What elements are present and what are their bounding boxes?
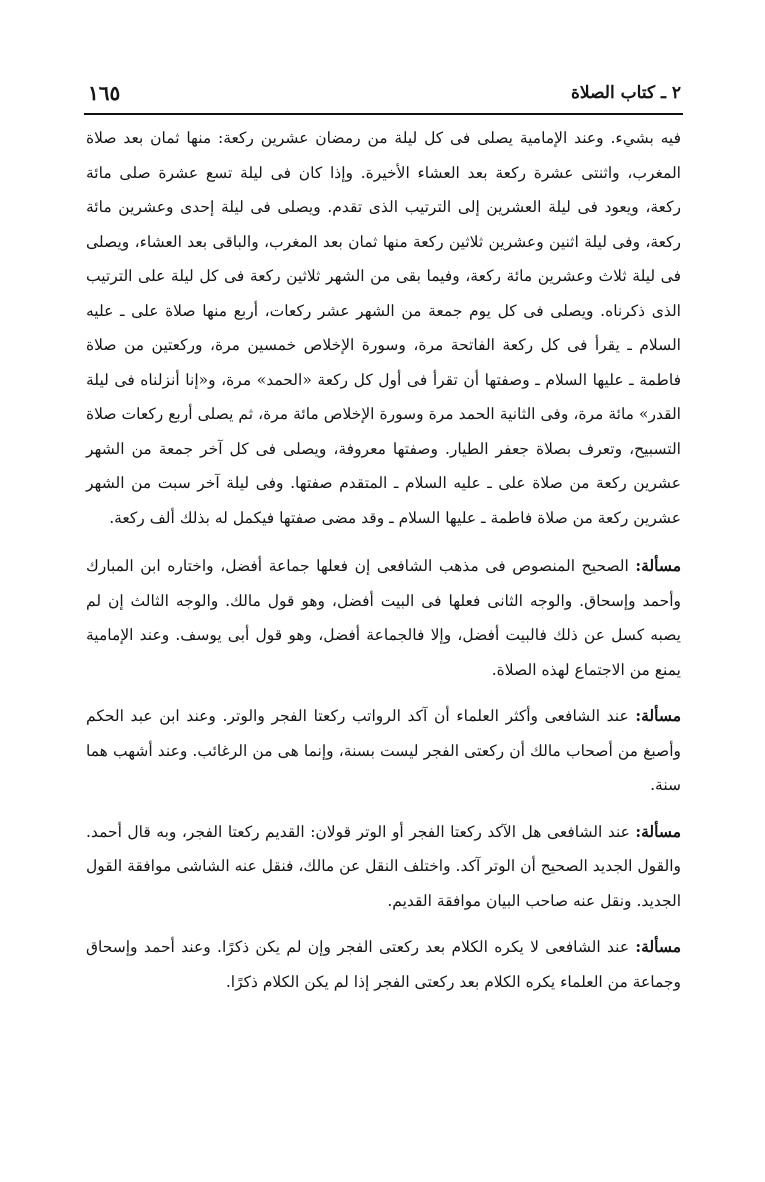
masala-term: مسألة: [635, 706, 681, 725]
paragraph-text: الصحيح المنصوص فى مذهب الشافعى إن فعلها جماعة أفضل، واختاره ابن المبارك وأحمد وإسحاق. والوجه الثانى فعلها فى البيت أفضل، وهو قول مالك. والوجه الثالث إن لم يصبه كسل عن ذلك فالبيت أفضل، وإلا فالجماعة أفضل، وهو قول أبى يوسف. وعند الإمامية يمنع من الاجتماع لهذه الصلاة. [86, 557, 681, 679]
paragraph-text: عند الشافعى هل الآكد ركعتا الفجر أو الوتر قولان: القديم ركعتا الفجر، وبه قال أحمد. والقول الجديد الصحيح أن الوتر آكد. واختلف النقل عن مالك، فنقل عنه الشاشى موافقة القول الجديد. ونقل عنه صاحب البيان موافقة القديم. [86, 822, 681, 910]
paragraph-text: عند الشافعى وأكثر العلماء أن آكد الرواتب ركعتا الفجر والوتر. وعند ابن عبد الحكم وأصبغ من أصحاب مالك أن ركعتى الفجر ليست بسنة، وإنما هى من الرغائب. وعند أشهب هما سنة. [86, 707, 681, 794]
paragraph-masala-1 [86, 549, 681, 687]
masala-term: مسألة: [635, 937, 681, 956]
page-body [86, 121, 681, 1011]
paragraph-text: فيه بشيء. وعند الإمامية يصلى فى كل ليلة من رمضان عشرين ركعة: منها ثمان بعد صلاة المغرب، واثنتى عشرة ركعة بعد العشاء الأخيرة. وإذا كان فى ليلة تسع عشرة صلى مائة ركعة، ويعود فى ليلة العشرين إلى الترتيب الذى تقدم. ويصلى فى ليلة إحدى وعشرين مائة ركعة، وفى ليلة اثنين وعشرين ثلاثين ركعة منها ثمان بعد المغرب، والباقى بعد العشاء، ويصلى فى ليلة ثلاث وعشرين مائة ركعة، وفيما بقى من الشهر ثلاثين ركعة فى كل ليلة على الترتيب الذى ذكرناه. ويصلى فى كل يوم جمعة من الشهر عشر ركعات، أربع منها صلاة على ـ عليه السلام ـ يقرأ فى كل ركعة الفاتحة مرة، وسورة الإخلاص خمسين مرة، وركعتين من صلاة فاطمة ـ عليها السلام ـ وصفتها أن تقرأ فى أول كل ركعة «الحمد» مرة، و«إنا أنزلناه فى ليلة القدر» مائة مرة، وفى الثانية الحمد مرة وسورة الإخلاص مائة مرة، ثم يصلى أربع ركعات صلاة التسبيح، وتعرف بصلاة جعفر الطيار. وصفتها معروفة، ويصلى فى كل آخر جمعة من الشهر عشرين ركعة من صلاة على ـ عليه السلام ـ المتقدم صفتها. وفى ليلة آخر سبت من الشهر عشرين ركعة من صلاة فاطمة ـ عليها السلام ـ وقد مضى صفتها فيكمل له بذلك ألف ركعة. [86, 129, 681, 527]
page-number: ١٦٥ [88, 81, 121, 105]
paragraph-masala-4 [86, 930, 681, 999]
header-divider [84, 113, 683, 115]
page-header [88, 78, 681, 108]
paragraph-masala-3 [86, 815, 681, 919]
paragraph-text: عند الشافعى لا يكره الكلام بعد ركعتى الفجر وإن لم يكن ذكرًا. وعند أحمد وإسحاق وجماعة من العلماء يكره الكلام بعد ركعتى الفجر إذا لم يكن الكلام ذكرًا. [86, 938, 681, 991]
paragraph-masala-2 [86, 699, 681, 803]
masala-term: مسألة: [635, 821, 681, 841]
chapter-title: ٢ ـ كتاب الصلاة [571, 83, 681, 103]
masala-term: مسألة: [635, 556, 681, 575]
paragraph-continuation [86, 121, 681, 535]
